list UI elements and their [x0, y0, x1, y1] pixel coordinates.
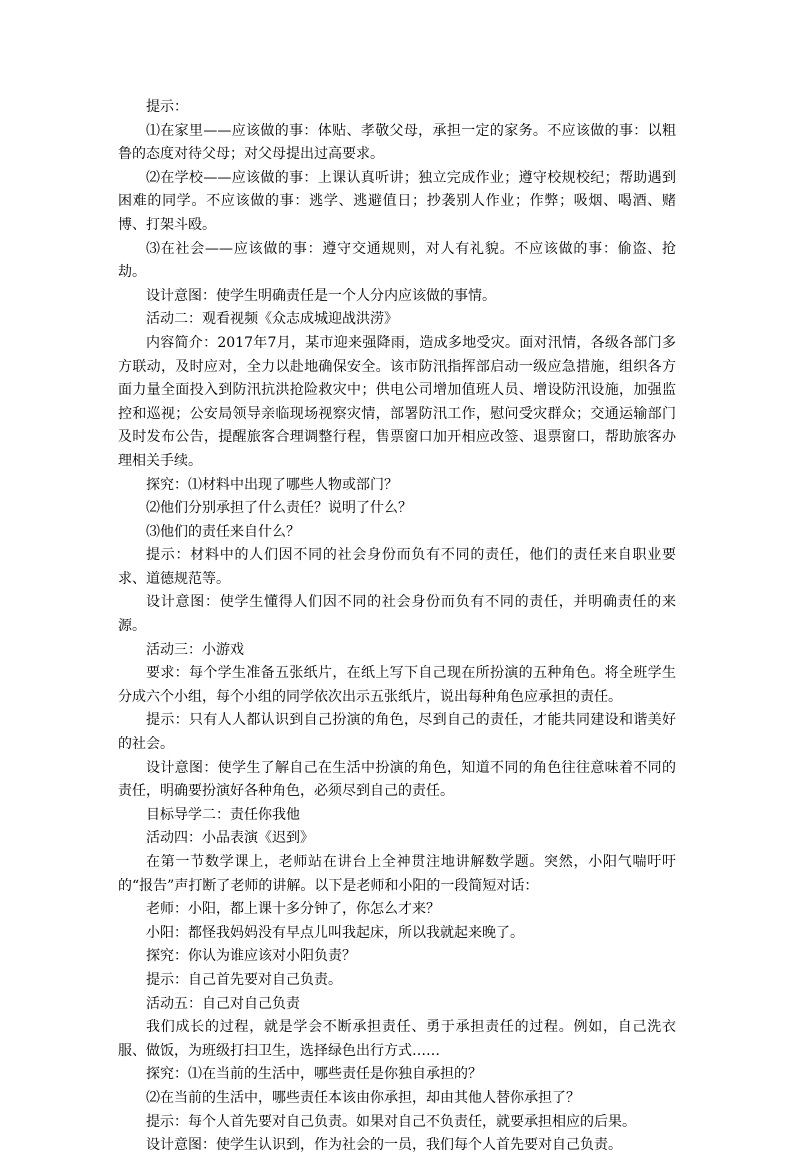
hint-home: ⑴在家里——应该做的事：体贴、孝敬父母，承担一定的家务。不应该做的事：以粗鲁的态度对待父母；对父母提出过高要求。 [118, 122, 676, 163]
hint-activity-3: 提示：只有人人都认识到自己扮演的角色，尽到自己的责任，才能共同建设和谐美好的社会。 [118, 712, 676, 753]
activity-4-title: 活动四：小品表演《迟到》 [146, 830, 314, 847]
explore-2-q3: ⑶他们的责任来自什么？ [146, 523, 300, 540]
hint-heading: 提示： [146, 99, 188, 115]
activity-5-text: 我们成长的过程，就是学会不断承担责任、勇于承担责任的过程。例如，自己洗衣服、做饭，为班级打扫卫生，选择绿色出行方式…… [118, 1019, 676, 1059]
design-intent-1: 设计意图：使学生明确责任是一个人分内应该做的事情。 [146, 287, 496, 304]
activity-4-scenario: 在第一节数学课上，老师站在讲台上全神贯注地讲解数学题。突然，小阳气喘吁吁的“报告”声打断了老师的讲解。以下是老师和小阳的一段简短对话： [118, 854, 676, 894]
activity-3-title: 活动三：小游戏 [146, 641, 244, 658]
hint-activity-4: 提示：自己首先要对自己负责。 [146, 971, 342, 988]
hint-school: ⑵在学校——应该做的事：上课认真听讲；独立完成作业；遵守校规校纪；帮助遇到困难的同学。不应该做的事：逃学、逃避值日；抄袭别人作业；作弊；吸烟、喝酒、赌博、打架斗殴。 [118, 169, 676, 233]
activity-5-title: 活动五：自己对自己负责 [146, 995, 300, 1012]
dialogue-xiaoyang: 小阳：都怪我妈妈没有早点儿叫我起床，所以我就起来晚了。 [146, 924, 524, 941]
hint-activity-2: 提示：材料中的人们因不同的社会身份而负有不同的责任，他们的责任来自职业要求、道德规范等。 [118, 547, 676, 587]
design-intent-3: 设计意图：使学生了解自己在生活中扮演的角色，知道不同的角色往往意味着不同的责任，明确要扮演好各种角色，必须尽到自己的责任。 [118, 759, 676, 800]
activity-3-requirement: 要求：每个学生准备五张纸片，在纸上写下自己现在所扮演的五种角色。将全班学生分成六个小组，每个小组的同学依次出示五张纸片，说出每种角色应承担的责任。 [118, 665, 676, 705]
explore-2-q2: ⑵他们分别承担了什么责任？说明了什么？ [146, 500, 412, 517]
document-page [118, 96, 676, 1158]
design-intent-5: 设计意图：使学生认识到，作为社会的一员，我们每个人首先要对自己负责。 [146, 1137, 622, 1154]
content-summary: 内容简介：2017年7月，某市迎来强降雨，造成多地受灾。面对汛情，各级各部门多方联动，及时应对，全力以赴地确保安全。该市防汛指挥部启动一级应急措施，组织各方面力量全面投入到防汛抗洪抢险救灾中；供电公司增加值班人员、增设防汛设施，加强监控和巡视；公安局领导亲临现场视察灾情，部署防汛工作，慰问受灾群众；交通运输部门及时发布公告，提醒旅客合理调整行程，售票窗口加开相应改签、退票窗口，帮助旅客办理相关手续。 [118, 334, 676, 469]
explore-5-q1: 探究：⑴在当前的生活中，哪些责任是你独自承担的？ [146, 1066, 482, 1083]
explore-2-q1: 探究：⑴材料中出现了哪些人物或部门？ [146, 476, 398, 493]
explore-5-q2: ⑵在当前的生活中，哪些责任本该由你承担，却由其他人替你承担了？ [146, 1089, 580, 1106]
explore-4: 探究：你认为谁应该对小阳负责？ [146, 948, 356, 965]
dialogue-teacher: 老师：小阳，都上课十多分钟了，你怎么才来？ [146, 901, 440, 918]
design-intent-2: 设计意图：使学生懂得人们因不同的社会身份而负有不同的责任，并明确责任的来源。 [118, 594, 676, 635]
goal-2-title: 目标导学二：责任你我他 [146, 806, 300, 823]
hint-activity-5: 提示：每个人首先要对自己负责。如果对自己不负责任，就要承担相应的后果。 [146, 1113, 636, 1130]
activity-2-title: 活动二：观看视频《众志成城迎战洪涝》 [146, 311, 398, 328]
hint-society: ⑶在社会——应该做的事：遵守交通规则，对人有礼貌。不应该做的事：偷盗、抢劫。 [118, 240, 676, 281]
